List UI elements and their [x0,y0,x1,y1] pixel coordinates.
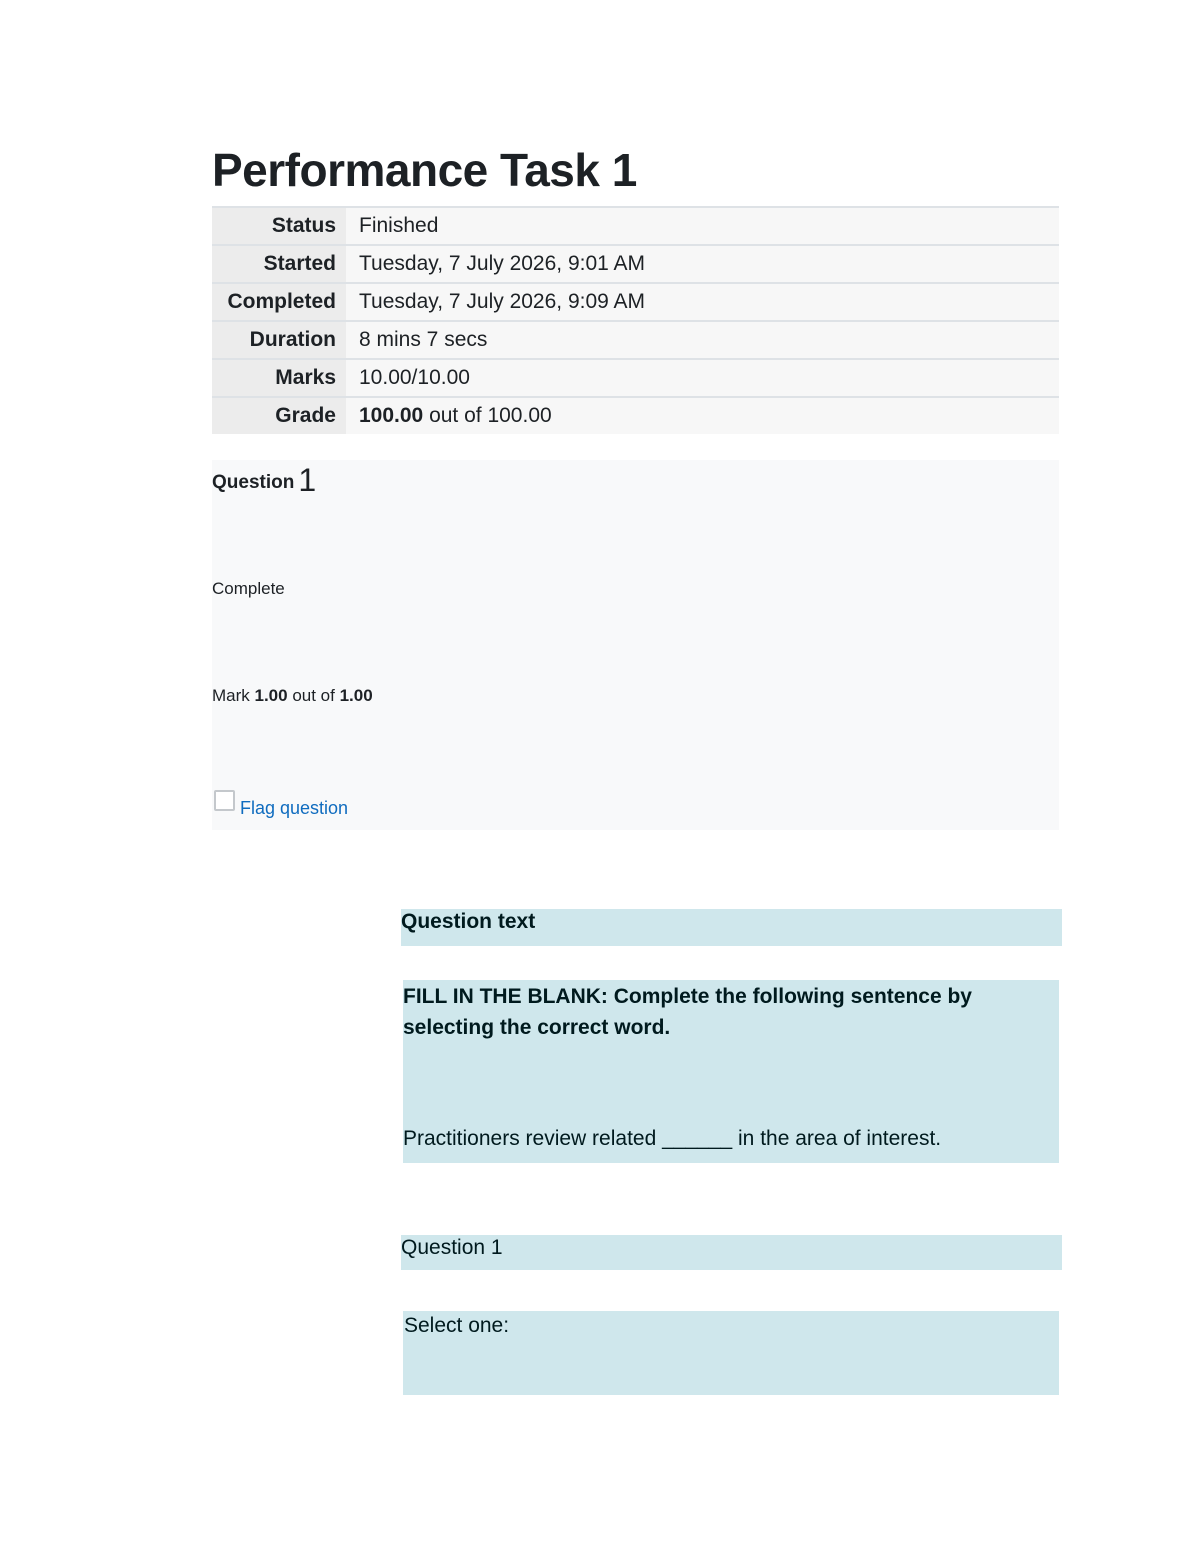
grade-middle: out of [287,686,340,705]
summary-value: Tuesday, 7 July 2026, 9:01 AM [346,245,1059,283]
summary-row-completed [212,283,1059,321]
summary-label: Marks [212,359,346,397]
question-info-panel [212,460,1059,830]
question-state: Complete [212,579,285,598]
page-title: Performance Task 1 [212,144,637,196]
answer-prompt: Select one: [403,1311,1059,1395]
summary-row-grade [212,397,1059,434]
flag-question-link[interactable]: Flag question [240,798,349,818]
question-number-value: 1 [298,462,317,498]
summary-label: Duration [212,321,346,359]
flag-question-control[interactable] [214,794,348,819]
summary-row-marks [212,359,1059,397]
question-grade [212,686,373,706]
question-heading: Question 1 [401,1235,1062,1270]
question-text-heading: Question text [401,909,1062,946]
summary-value [346,397,1059,434]
grade-prefix: Mark [212,686,255,705]
attempt-summary-table [212,206,1059,434]
grade-score: 100.00 [359,404,424,427]
question-text-body [403,980,1059,1163]
summary-label: Started [212,245,346,283]
question-number-label: Question [212,472,295,493]
summary-row-status [212,207,1059,245]
summary-label: Grade [212,397,346,434]
summary-label: Completed [212,283,346,321]
summary-value: Tuesday, 7 July 2026, 9:09 AM [346,283,1059,321]
question-instruction: FILL IN THE BLANK: Complete the following sentence by selecting the correct word. [403,985,972,1039]
question-sentence: Practitioners review related ______ in the area of interest. [403,1127,942,1150]
summary-value: Finished [346,207,1059,245]
grade-max: out of 100.00 [423,404,552,427]
summary-row-started [212,245,1059,283]
question-number [212,462,316,499]
summary-label: Status [212,207,346,245]
question-max-mark: 1.00 [339,686,373,705]
checkbox-icon[interactable] [214,790,235,811]
question-mark: 1.00 [254,686,288,705]
summary-row-duration [212,321,1059,359]
summary-value: 10.00/10.00 [346,359,1059,397]
summary-value: 8 mins 7 secs [346,321,1059,359]
